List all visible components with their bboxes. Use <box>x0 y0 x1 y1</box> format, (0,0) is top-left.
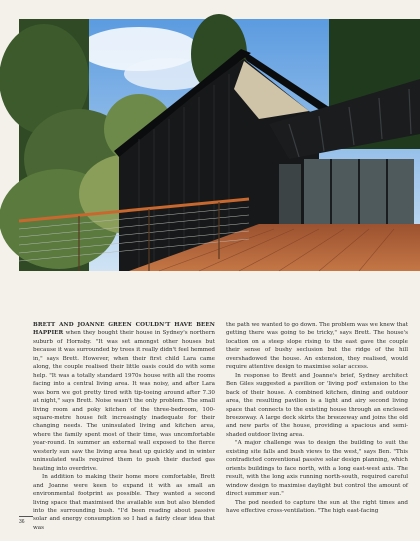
paragraph-text: when they bought their house in Sydney's northern suburb of Hornsby. "It was set amongst other houses but because it was surrounded by trees it really didn't feel hemmed in," says Brett. However, when their first child Lara came along, the couple realised their little oasis could do with some help. "It was a totally standard 1970s house with all the rooms facing into a central living area. It was noisy, and after Lara was born we got pretty tired with tip-toeing around after 7.30 at night," says Brett. Noise wasn't the only problem. The small living room and poky kitchen of the three-bedroom, 100-square-metre house felt increasingly inadequate for their changing needs. The uninsulated living and kitchen area, where the family spent most of their time, was uncomfortable year-round. In summer an external wall exposed to the fierce westerly sun saw the living area heat up quickly and in winter uninsulated walls required them to push their ducted gas heating into overdrive. <box>33 330 215 472</box>
page-number: 36 <box>19 519 25 525</box>
paragraph <box>33 321 215 473</box>
article-body <box>33 321 408 531</box>
house-exterior-illustration <box>19 19 420 271</box>
paragraph: In response to Brett and Joanne's brief, Sydney architect Ben Giles suggested a pavilion or 'living pod' extension to the back of their house. A combined kitchen, dining and outdoor area, the resulting pavilion is a light and airy second living space that connects to the existing house through an enclosed breezeway. A large deck skirts the breezeway and joins the old and new parts of the house, providing a spacious and semi-shaded outdoor living area. <box>226 372 408 438</box>
lead-in: BRETT AND JOANNE GREEN COULDN'T HAVE BEEN HAPPIER <box>33 322 215 337</box>
article-column-2 <box>226 321 408 521</box>
paragraph: "A major challenge was to design the building to suit the existing site falls and bush views to the west," says Ben. "This contradicted conventional passive solar design planning, which orients buildings to face north, with a long east-west axis. The result, with the long axis running north-south, required careful window design to maximise daylight but control the amount of direct summer sun." <box>226 440 408 498</box>
article-column-1 <box>33 321 215 531</box>
paragraph: The pod needed to capture the sun at the right times and have effective cross-ventilation. "The high east-facing <box>226 499 408 514</box>
hero-photo <box>19 19 420 271</box>
paragraph: the path we wanted to go down. The problem was we knew that getting there was going to be tricky," says Brett. The house's location on a steep slope rising to the east gave the couple their sense of bushy seclusion but the ridge of the hill overshadowed the house. An extension, they realised, would require attentive design to maximise solar access. <box>226 322 408 371</box>
paragraph: In addition to making their home more comfortable, Brett and Joanne were keen to expand it with as small an environmental footprint as possible. They wanted a second living space that maximised the available sun but also blended into the surrounding bush. "I'd been reading about passive solar and energy consumption so I had a fairly clear idea that was <box>33 474 215 531</box>
footer-rule <box>19 516 33 517</box>
